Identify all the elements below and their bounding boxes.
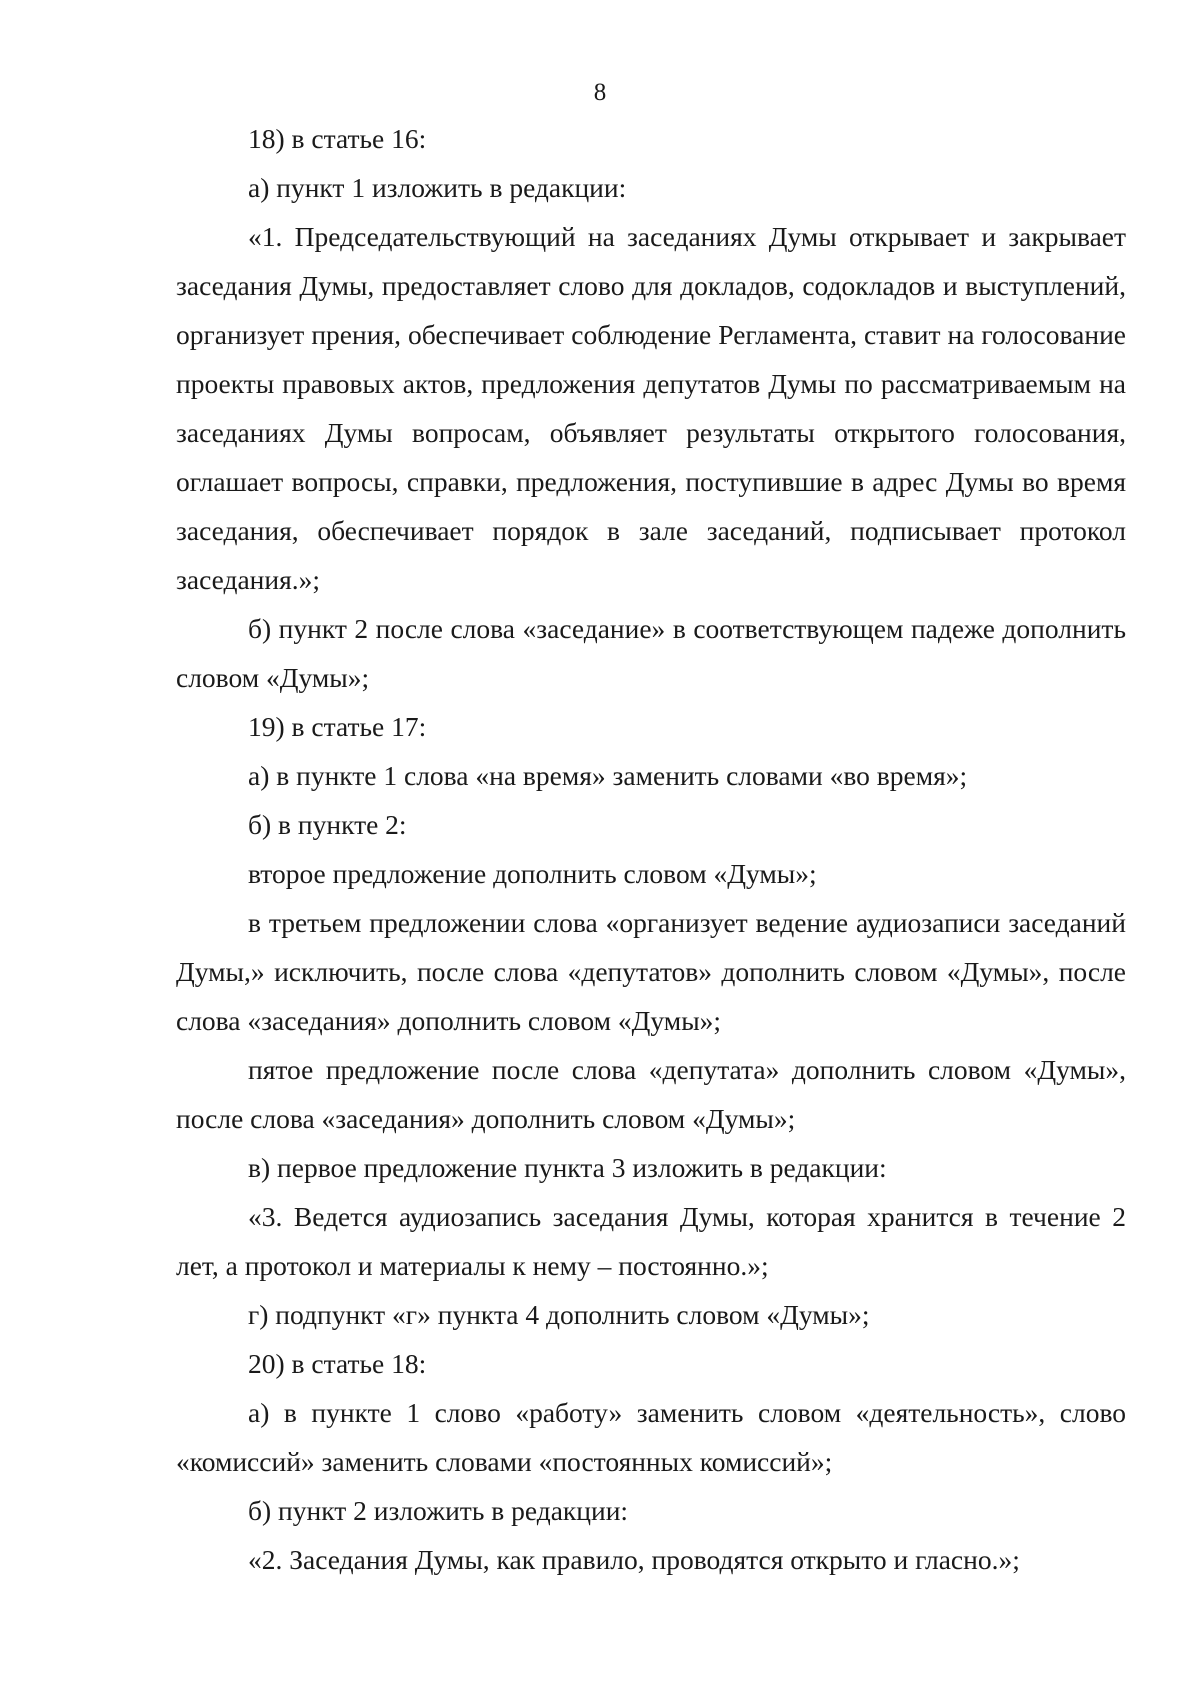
- paragraph-item-a-point-1-words: а) в пункте 1 слова «на время» заменить словами «во время»;: [248, 760, 968, 791]
- paragraph-point-1-new-text: «1. Председательствующий на заседаниях Думы открывает и закрывает заседания Думы, предоставляет слово для докладов, содокладов и выступлений, организует прения, обеспечивает соблюдение Регламента, ставит на голосование проекты правовых актов, предложения депутатов Думы по рассматриваемым на заседаниях Думы вопросам, объявляет результаты открытого голосования, оглашает вопросы, справки, предложения, поступившие в адрес Думы во время заседания, обеспечивает порядок в зале заседаний, подписывает протокол заседания.»;: [176, 221, 1126, 595]
- paragraph-item-a-point-1-work: а) в пункте 1 слово «работу» заменить словом «деятельность», слово «комиссий» заменить словами «постоянных комиссий»;: [176, 1397, 1126, 1477]
- paragraph-point-2-new-text: «2. Заседания Думы, как правило, проводятся открыто и гласно.»;: [248, 1544, 1020, 1575]
- paragraph-point-3-new-text: «3. Ведется аудиозапись заседания Думы, которая хранится в течение 2 лет, а протокол и материалы к нему – постоянно.»;: [176, 1201, 1126, 1281]
- paragraph-item-v-point-3: в) первое предложение пункта 3 изложить в редакции:: [248, 1152, 887, 1183]
- paragraph-article-18-heading: 20) в статье 18:: [248, 1348, 427, 1379]
- paragraph-second-sentence: второе предложение дополнить словом «Думы»;: [248, 858, 817, 889]
- paragraph-third-sentence: в третьем предложении слова «организует ведение аудиозаписи заседаний Думы,» исключить, после слова «депутатов» дополнить словом «Думы», после слова «заседания» дополнить словом «Думы»;: [176, 907, 1126, 1036]
- paragraph-article-17-heading: 19) в статье 17:: [248, 711, 427, 742]
- page-number: 8: [593, 79, 607, 106]
- paragraph-item-a-point-1: а) пункт 1 изложить в редакции:: [248, 172, 627, 203]
- document-body: [176, 114, 1126, 1584]
- paragraph-fifth-sentence: пятое предложение после слова «депутата» дополнить словом «Думы», после слова «заседания» дополнить словом «Думы»;: [176, 1054, 1126, 1134]
- paragraph-article-16-heading: 18) в статье 16:: [248, 123, 427, 154]
- paragraph-item-b-point-2: б) пункт 2 после слова «заседание» в соответствующем падеже дополнить словом «Думы»;: [176, 613, 1126, 693]
- paragraph-item-b-point-2-edit: б) пункт 2 изложить в редакции:: [248, 1495, 629, 1526]
- paragraph-item-b-point-2-heading: б) в пункте 2:: [248, 809, 407, 840]
- paragraph-item-g-point-4: г) подпункт «г» пункта 4 дополнить словом «Думы»;: [248, 1299, 870, 1330]
